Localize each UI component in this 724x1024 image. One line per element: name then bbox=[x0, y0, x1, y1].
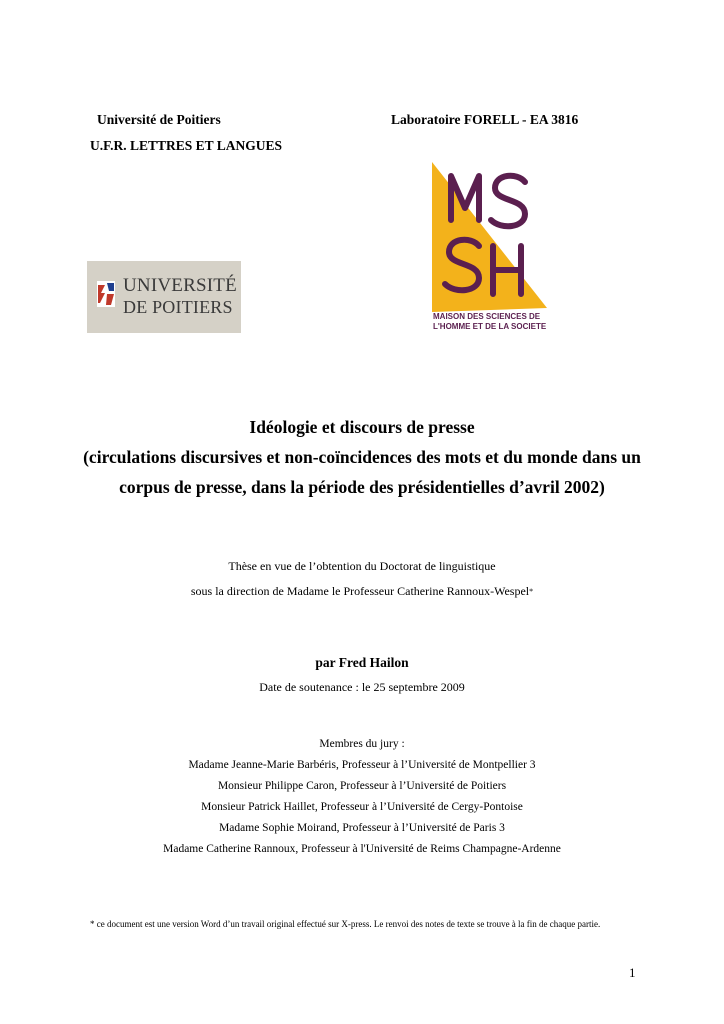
page-number: 1 bbox=[629, 965, 636, 980]
jury-member: Monsieur Patrick Haillet, Professeur à l’Université de Cergy-Pontoise bbox=[201, 801, 523, 813]
footnote-text: * ce document est une version Word d’un travail original effectué sur X-press. Le renvoi des notes de texte se trouve à la fin de chaque partie. bbox=[90, 919, 601, 929]
thesis-supervisor bbox=[0, 584, 724, 599]
university-name: Université de Poitiers bbox=[97, 112, 221, 127]
jury-member: Monsieur Philippe Caron, Professeur à l’Université de Poitiers bbox=[217, 780, 507, 792]
mshs-emblem-icon bbox=[429, 162, 553, 312]
thesis-supervisor-text: sous la direction de Madame le Professeur Catherine Rannoux-Wespel bbox=[190, 584, 530, 598]
footnote-marker: * bbox=[529, 587, 534, 596]
poitiers-logo bbox=[87, 261, 241, 333]
mshs-logo bbox=[429, 162, 553, 337]
jury-member: Madame Jeanne-Marie Barbéris, Professeur à l’Université de Montpellier 3 bbox=[188, 759, 536, 771]
mshs-caption-line1: MAISON DES SCIENCES DE bbox=[433, 312, 541, 321]
laboratory-name: Laboratoire FORELL - EA 3816 bbox=[391, 112, 579, 127]
mshs-caption-line2: L'HOMME ET DE LA SOCIETE bbox=[433, 322, 547, 331]
title-line-2: (circulations discursives et non-coïncidences des mots et du monde dans un bbox=[83, 447, 641, 467]
jury-member: Madame Sophie Moirand, Professeur à l’Université de Paris 3 bbox=[219, 822, 505, 834]
title-line-1: Idéologie et discours de presse bbox=[249, 417, 475, 437]
title-line-3: corpus de presse, dans la période des présidentielles d’avril 2002) bbox=[119, 477, 605, 497]
author-byline: par Fred Hailon bbox=[315, 655, 409, 670]
thesis-purpose: Thèse en vue de l’obtention du Doctorat de linguistique bbox=[228, 559, 496, 573]
poitiers-logo-line1: UNIVERSITÉ bbox=[123, 275, 237, 296]
ufr-name: U.F.R. LETTRES ET LANGUES bbox=[90, 138, 283, 153]
poitiers-emblem-icon bbox=[97, 281, 115, 307]
poitiers-logo-line2: DE POITIERS bbox=[123, 297, 233, 317]
defense-date: Date de soutenance : le 25 septembre 2009 bbox=[259, 680, 465, 694]
jury-heading: Membres du jury : bbox=[319, 738, 405, 750]
jury-member: Madame Catherine Rannoux, Professeur à l'Université de Reims Champagne-Ardenne bbox=[163, 843, 561, 855]
